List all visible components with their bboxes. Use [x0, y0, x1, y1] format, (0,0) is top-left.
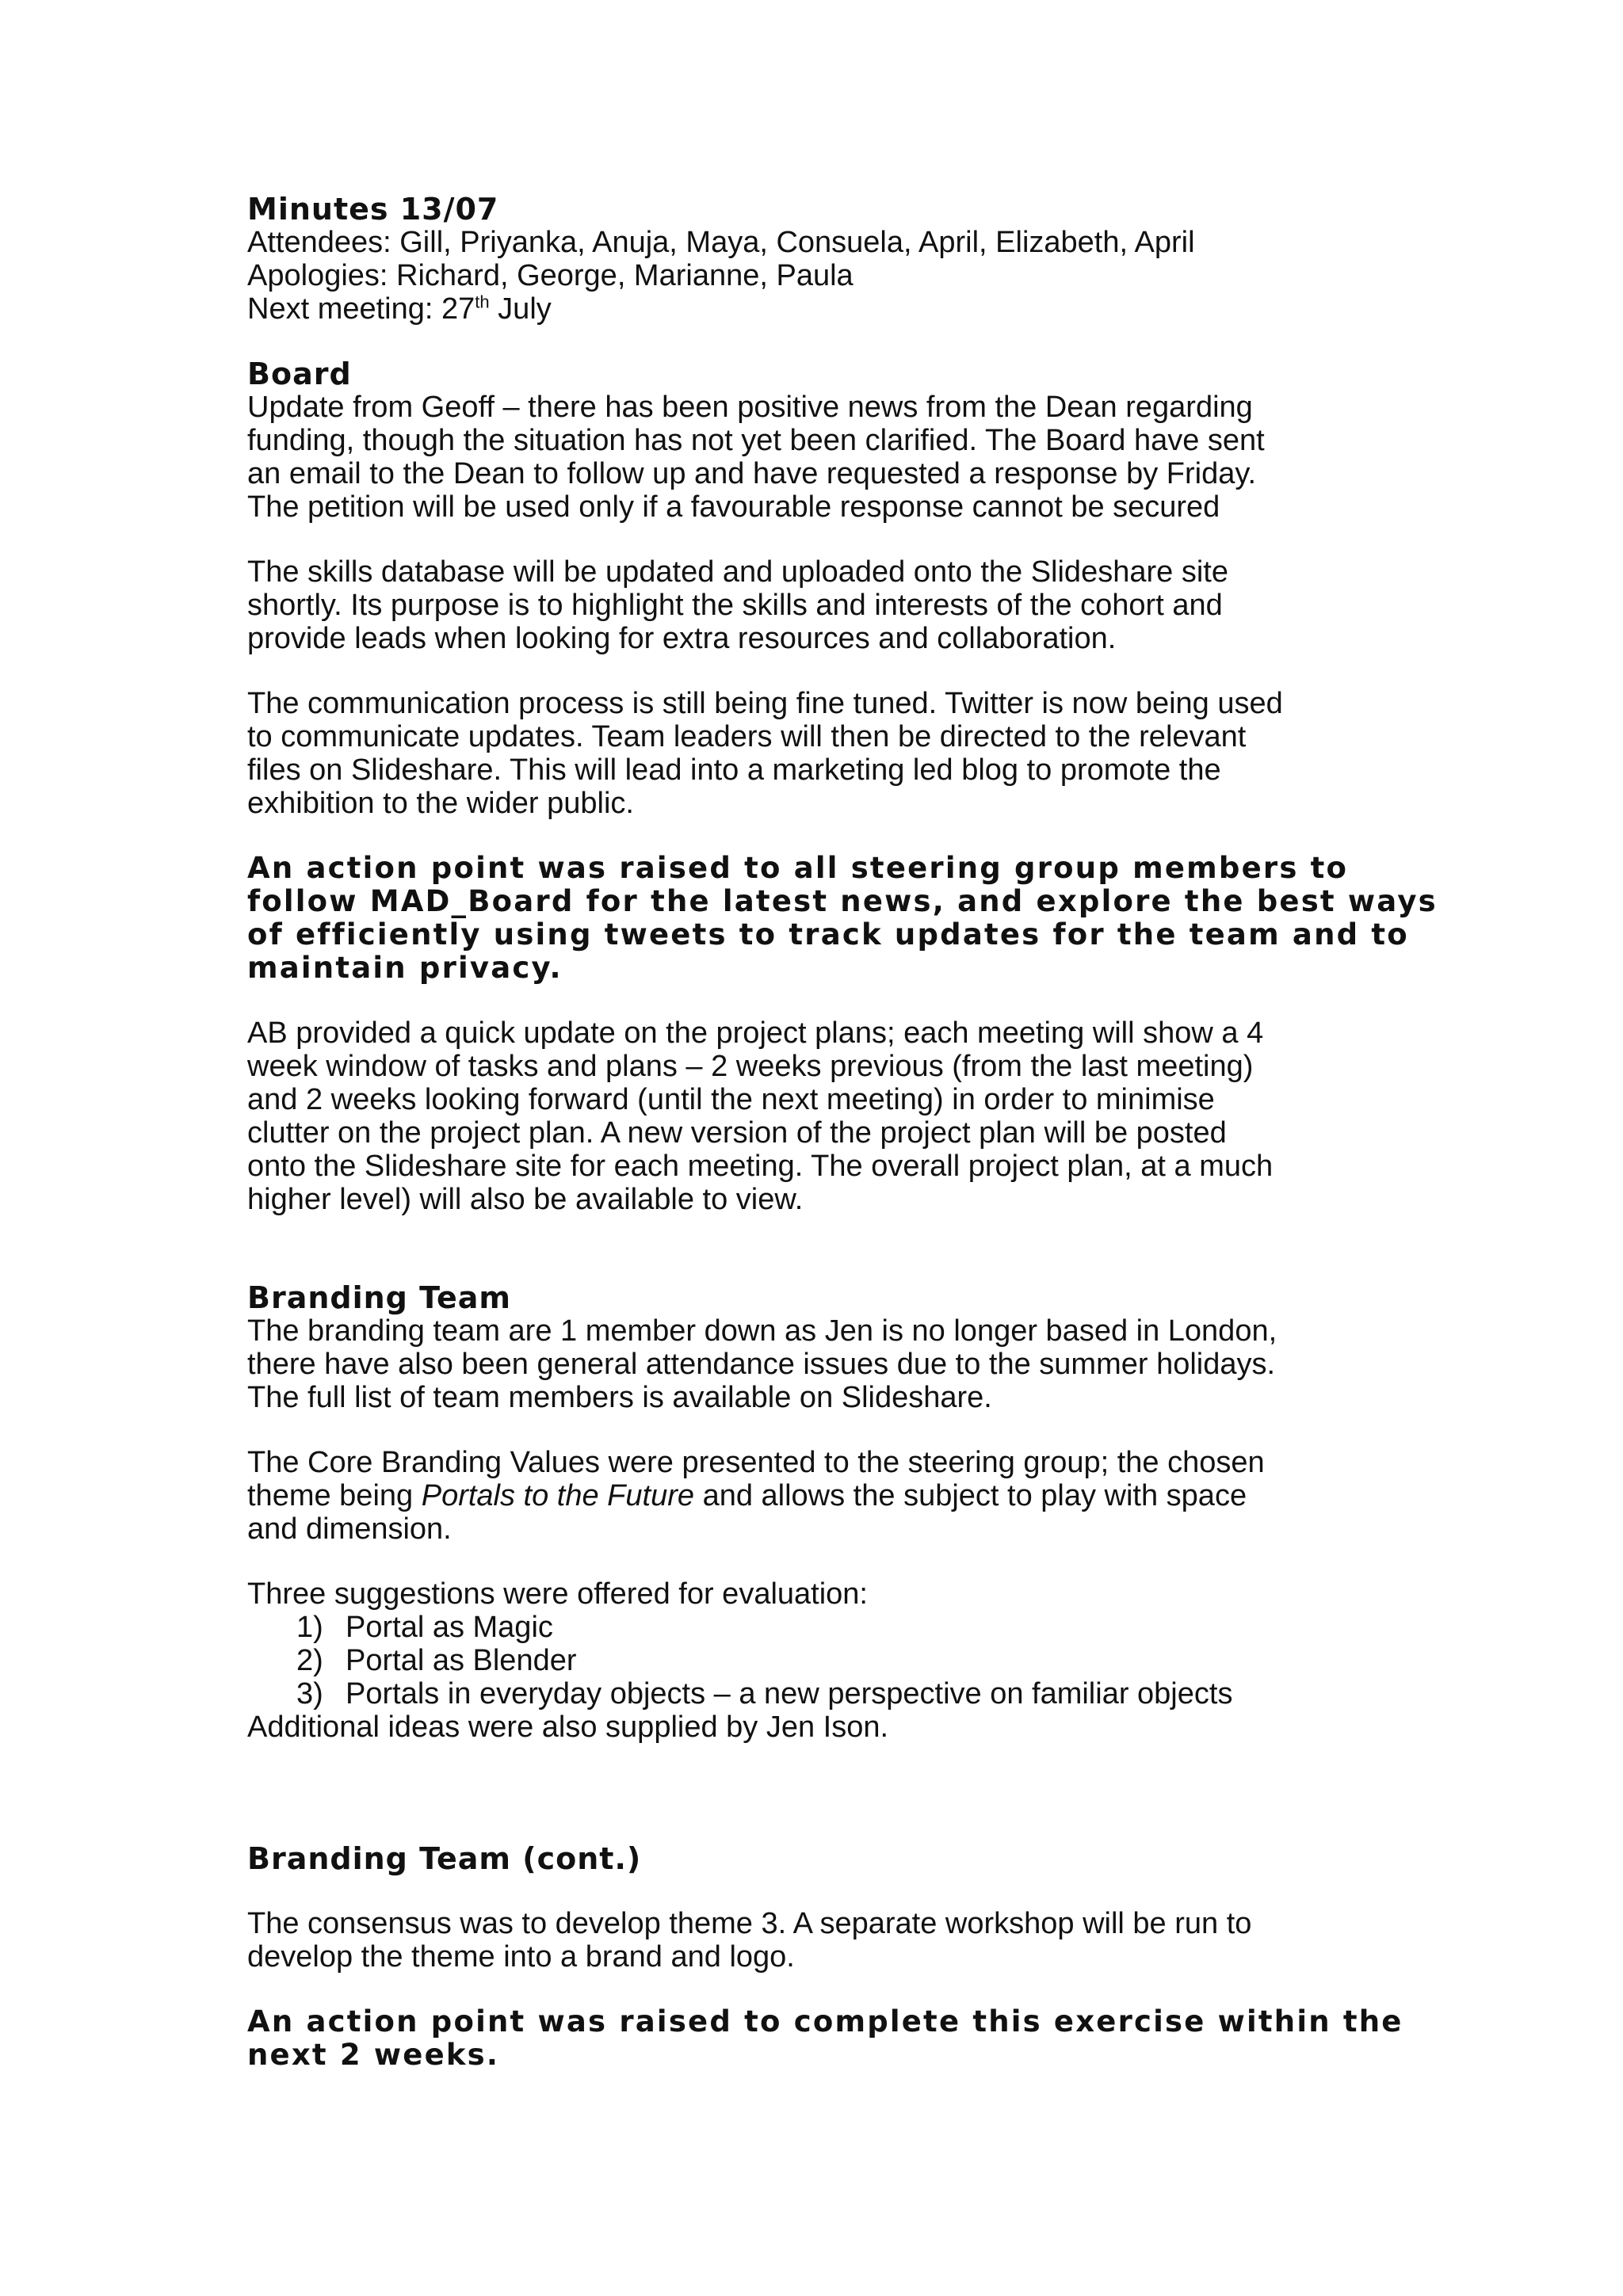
text-line: there have also been general attendance issues due to the summer holidays. [247, 1348, 1276, 1381]
text-line: develop the theme into a brand and logo. [247, 1940, 795, 1974]
apologies-line: Apologies: Richard, George, Marianne, Paula [247, 259, 854, 292]
attendees-line: Attendees: Gill, Priyanka, Anuja, Maya, Consuela, April, Elizabeth, April [247, 226, 1195, 259]
action-line: An action point was raised to all steering group members to [247, 851, 1349, 885]
text-line: week window of tasks and plans – 2 weeks previous (from the last meeting) [247, 1050, 1254, 1083]
list-item [296, 1644, 1420, 1677]
theme-title: Portals to the Future [421, 1479, 695, 1512]
board-paragraph-2 [247, 555, 1420, 655]
suggestions-intro: Three suggestions were offered for evaluation: [247, 1577, 868, 1611]
text-line: and 2 weeks looking forward (until the next meeting) in order to minimise [247, 1083, 1215, 1116]
text-line [247, 1479, 1420, 1512]
next-meeting-line [247, 292, 1420, 326]
branding-paragraph-2 [247, 1446, 1420, 1546]
text-line: to communicate updates. Team leaders will then be directed to the relevant [247, 720, 1247, 753]
theme-suffix: and allows the subject to play with space [694, 1479, 1247, 1512]
next-meeting-superscript: th [475, 292, 490, 312]
list-number: 1) [296, 1611, 323, 1644]
board-paragraph-3 [247, 687, 1420, 820]
list-text: Portals in everyday objects – a new perspective on familiar objects [346, 1677, 1233, 1711]
list-item [296, 1611, 1420, 1644]
list-text: Portal as Magic [346, 1611, 553, 1644]
text-line: The full list of team members is available on Slideshare. [247, 1381, 992, 1414]
text-line: exhibition to the wider public. [247, 787, 634, 820]
text-line: AB provided a quick update on the project plans; each meeting will show a 4 [247, 1016, 1264, 1050]
text-line: The skills database will be updated and uploaded onto the Slideshare site [247, 555, 1228, 589]
suggestions-block [247, 1577, 1420, 1744]
list-number: 3) [296, 1677, 323, 1711]
list-item [296, 1677, 1420, 1711]
branding-cont-action-point [247, 2005, 1420, 2072]
text-line: The Core Branding Values were presented to the steering group; the chosen [247, 1446, 1265, 1479]
action-line: An action point was raised to complete this exercise within the [247, 2004, 1403, 2039]
branding-paragraph-1 [247, 1314, 1420, 1414]
action-line: of efficiently using tweets to track updates for the team and to [247, 917, 1409, 952]
branding-cont-paragraph [247, 1907, 1420, 1974]
branding-heading: Branding Team [247, 1280, 511, 1315]
list-number: 2) [296, 1644, 323, 1677]
text-line: provide leads when looking for extra resources and collaboration. [247, 622, 1117, 655]
next-meeting-prefix: Next meeting: 27 [247, 292, 475, 326]
additional-ideas-line: Additional ideas were also supplied by Jen Ison. [247, 1711, 889, 1744]
document-title: Minutes 13/07 [247, 192, 499, 227]
board-action-point [247, 851, 1438, 985]
text-line: and dimension. [247, 1512, 452, 1546]
board-paragraph-4 [247, 1016, 1420, 1216]
text-line: clutter on the project plan. A new version of the project plan will be posted [247, 1116, 1227, 1150]
board-heading: Board [247, 357, 352, 391]
text-line: The communication process is still being fine tuned. Twitter is now being used [247, 687, 1283, 720]
board-paragraph-1 [247, 391, 1420, 524]
theme-prefix: theme being [247, 1479, 422, 1512]
next-meeting-suffix: July [489, 292, 552, 326]
text-line: onto the Slideshare site for each meeting. The overall project plan, at a much [247, 1150, 1274, 1183]
list-text: Portal as Blender [346, 1644, 577, 1677]
text-line: an email to the Dean to follow up and have requested a response by Friday. [247, 457, 1257, 490]
action-line: next 2 weeks. [247, 2038, 500, 2072]
text-line: The petition will be used only if a favourable response cannot be secured [247, 490, 1220, 524]
suggestions-list [247, 1611, 1420, 1711]
action-line: maintain privacy. [247, 951, 563, 985]
text-line: The branding team are 1 member down as Jen is no longer based in London, [247, 1314, 1277, 1348]
text-line: The consensus was to develop theme 3. A separate workshop will be run to [247, 1907, 1252, 1940]
minutes-document [247, 192, 1438, 2072]
text-line: files on Slideshare. This will lead into a marketing led blog to promote the [247, 753, 1221, 787]
text-line: Update from Geoff – there has been positive news from the Dean regarding [247, 391, 1253, 424]
text-line: shortly. Its purpose is to highlight the skills and interests of the cohort and [247, 589, 1223, 622]
action-line: follow MAD_Board for the latest news, and explore the best ways [247, 884, 1438, 918]
text-line: funding, though the situation has not yet been clarified. The Board have sent [247, 424, 1265, 457]
text-line: higher level) will also be available to view. [247, 1183, 804, 1216]
branding-cont-heading: Branding Team (cont.) [247, 1841, 642, 1876]
